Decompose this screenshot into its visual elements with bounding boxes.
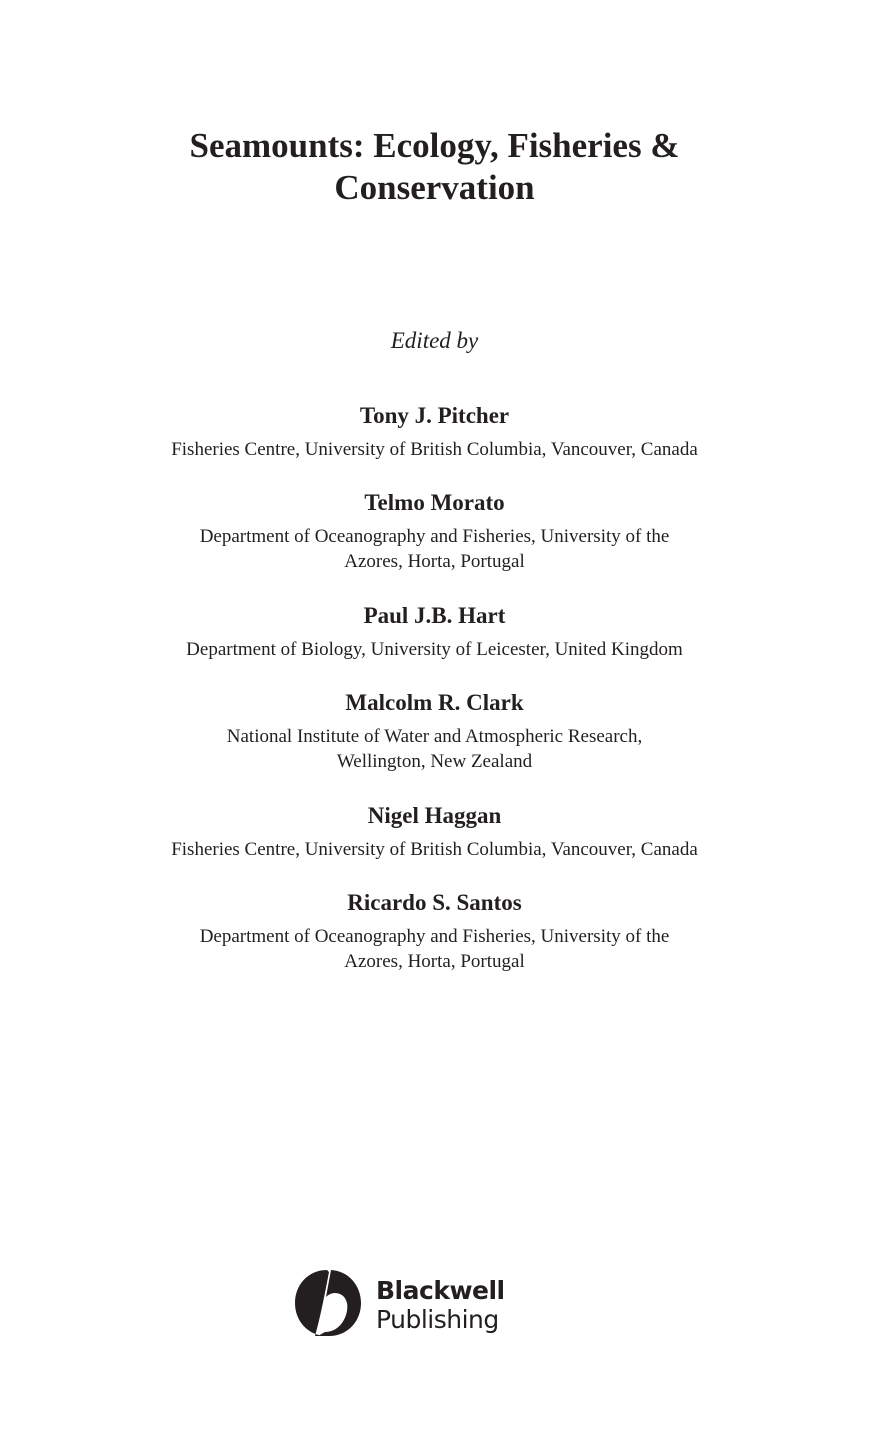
editor-affiliation: Fisheries Centre, University of British Columbia, Vancouver, Canada — [171, 439, 698, 460]
editor-affiliation-line: Department of Oceanography and Fisheries, University of the — [199, 526, 670, 547]
editor-entry — [0, 801, 869, 888]
edited-by-label: Edited by — [390, 328, 479, 353]
editor-entry — [0, 888, 869, 1001]
editor-name: Nigel Haggan — [367, 803, 502, 828]
blackwell-b-logo-icon — [293, 1268, 363, 1338]
editor-affiliation: Fisheries Centre, University of British Columbia, Vancouver, Canada — [171, 839, 698, 860]
editor-affiliation-line: Azores, Horta, Portugal — [344, 551, 525, 572]
editor-affiliation — [0, 924, 869, 974]
publisher-name-line-2: Publishing — [376, 1305, 499, 1334]
publisher-logo-block — [293, 1268, 523, 1340]
book-title-line-1: Seamounts: Ecology, Fisheries & — [189, 126, 680, 165]
editor-name: Paul J.B. Hart — [363, 603, 506, 628]
editor-affiliation-line: Azores, Horta, Portugal — [344, 951, 525, 972]
editor-entry — [0, 401, 869, 488]
editor-name: Tony J. Pitcher — [359, 403, 510, 428]
book-title — [0, 125, 869, 209]
editor-entry — [0, 688, 869, 801]
editor-list — [0, 401, 869, 1001]
book-title-line-2: Conservation — [334, 168, 535, 207]
editor-affiliation — [0, 524, 869, 574]
editor-affiliation — [0, 724, 869, 774]
editor-affiliation-line: National Institute of Water and Atmospheric Research, — [226, 726, 643, 747]
editor-affiliation: Department of Biology, University of Leicester, United Kingdom — [186, 639, 683, 660]
editor-affiliation-line: Wellington, New Zealand — [336, 751, 533, 772]
editor-name: Ricardo S. Santos — [347, 890, 522, 915]
publisher-name — [376, 1276, 505, 1334]
editor-entry — [0, 601, 869, 688]
editor-affiliation-line: Department of Oceanography and Fisheries, University of the — [199, 926, 670, 947]
editor-entry — [0, 488, 869, 601]
editor-name: Malcolm R. Clark — [345, 690, 524, 715]
editor-name: Telmo Morato — [364, 490, 505, 515]
publisher-name-line-1: Blackwell — [376, 1276, 505, 1305]
